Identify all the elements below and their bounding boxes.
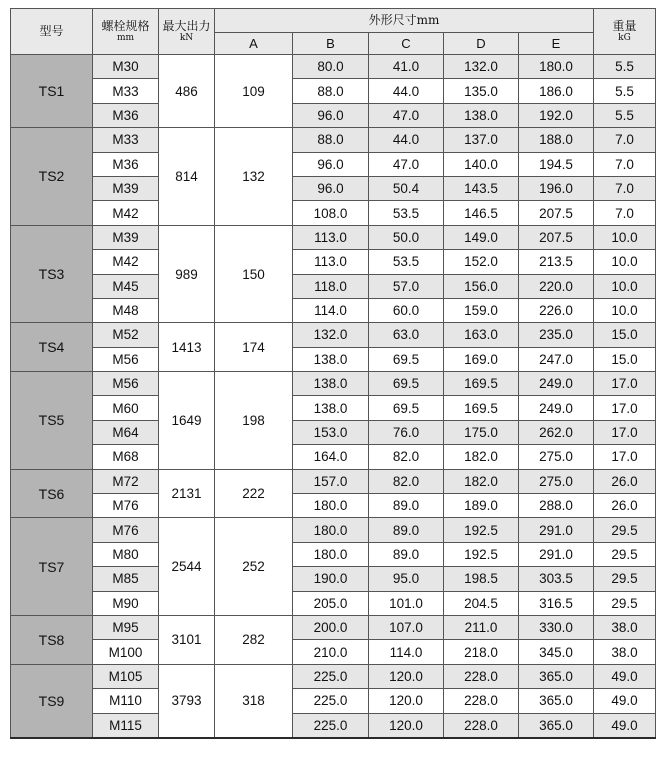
dim-c-cell: 82.0 [369,445,444,469]
weight-cell: 7.0 [594,128,656,152]
weight-cell: 7.0 [594,176,656,200]
dim-d-cell: 169.0 [444,347,519,371]
table-row [11,567,656,591]
table-row [11,323,656,347]
dim-b-cell: 157.0 [293,469,369,493]
table-row [11,396,656,420]
weight-cell: 26.0 [594,469,656,493]
dim-e-cell: 288.0 [519,494,594,518]
table-row [11,640,656,664]
header-force [159,9,215,55]
weight-cell: 15.0 [594,323,656,347]
table-row [11,250,656,274]
bolt-size-cell: M80 [93,542,159,566]
dim-e-cell: 188.0 [519,128,594,152]
dim-b-cell: 190.0 [293,567,369,591]
header-dims: 外形尺寸mm [215,9,594,33]
dim-c-cell: 47.0 [369,103,444,127]
table-row [11,420,656,444]
bolt-size-cell: M95 [93,615,159,639]
table-row [11,591,656,615]
dim-d-cell: 152.0 [444,250,519,274]
dim-d-cell: 143.5 [444,176,519,200]
bolt-size-cell: M72 [93,469,159,493]
max-force-cell: 1649 [159,372,215,470]
max-force-cell: 2131 [159,469,215,518]
weight-cell: 10.0 [594,274,656,298]
dim-c-cell: 107.0 [369,615,444,639]
dim-e-cell: 249.0 [519,396,594,420]
dim-d-cell: 156.0 [444,274,519,298]
dim-e-cell: 247.0 [519,347,594,371]
weight-cell: 38.0 [594,640,656,664]
dim-e-cell: 186.0 [519,79,594,103]
table-row [11,225,656,249]
bolt-size-cell: M56 [93,347,159,371]
dim-b-cell: 225.0 [293,664,369,688]
dim-d-cell: 228.0 [444,713,519,738]
table-body [11,55,656,738]
header-model: 型号 [11,9,93,55]
dim-d-cell: 192.5 [444,518,519,542]
dim-b-cell: 113.0 [293,225,369,249]
dim-c-cell: 60.0 [369,298,444,322]
dim-b-cell: 180.0 [293,518,369,542]
table-row [11,347,656,371]
weight-cell: 29.5 [594,518,656,542]
max-force-cell: 3793 [159,664,215,738]
header-force-label: 最大出力 [162,18,211,33]
table-row [11,664,656,688]
max-force-cell: 989 [159,225,215,323]
dim-b-cell: 205.0 [293,591,369,615]
dim-c-cell: 50.4 [369,176,444,200]
dim-e-cell: 330.0 [519,615,594,639]
table-row [11,518,656,542]
weight-cell: 10.0 [594,225,656,249]
dim-b-cell: 96.0 [293,152,369,176]
header-dim-b: B [293,33,369,55]
bolt-size-cell: M76 [93,494,159,518]
dim-b-cell: 153.0 [293,420,369,444]
dim-d-cell: 218.0 [444,640,519,664]
model-cell: TS2 [11,128,93,226]
dim-e-cell: 220.0 [519,274,594,298]
table-row [11,713,656,738]
dim-c-cell: 44.0 [369,79,444,103]
dim-a-cell: 174 [215,323,293,372]
table-row [11,445,656,469]
table-row [11,298,656,322]
dim-a-cell: 150 [215,225,293,323]
dim-e-cell: 207.5 [519,225,594,249]
dim-c-cell: 69.5 [369,396,444,420]
dim-c-cell: 101.0 [369,591,444,615]
max-force-cell: 814 [159,128,215,226]
table-row [11,372,656,396]
dim-d-cell: 175.0 [444,420,519,444]
dim-a-cell: 282 [215,615,293,664]
bolt-size-cell: M60 [93,396,159,420]
weight-cell: 7.0 [594,201,656,225]
weight-cell: 10.0 [594,250,656,274]
dim-a-cell: 252 [215,518,293,616]
dim-c-cell: 120.0 [369,689,444,713]
dim-d-cell: 137.0 [444,128,519,152]
dim-b-cell: 164.0 [293,445,369,469]
dim-e-cell: 213.5 [519,250,594,274]
dim-e-cell: 316.5 [519,591,594,615]
dim-c-cell: 69.5 [369,372,444,396]
dim-b-cell: 225.0 [293,689,369,713]
dim-d-cell: 198.5 [444,567,519,591]
weight-cell: 15.0 [594,347,656,371]
dim-e-cell: 262.0 [519,420,594,444]
dim-d-cell: 159.0 [444,298,519,322]
weight-cell: 5.5 [594,79,656,103]
dim-a-cell: 318 [215,664,293,738]
model-cell: TS6 [11,469,93,518]
dim-c-cell: 76.0 [369,420,444,444]
model-cell: TS1 [11,55,93,128]
bolt-size-cell: M100 [93,640,159,664]
header-dim-c: C [369,33,444,55]
dim-c-cell: 53.5 [369,201,444,225]
dim-e-cell: 291.0 [519,542,594,566]
dim-e-cell: 235.0 [519,323,594,347]
dim-d-cell: 138.0 [444,103,519,127]
header-weight-unit: kG [618,32,631,43]
dim-e-cell: 365.0 [519,713,594,738]
model-cell: TS7 [11,518,93,616]
bolt-size-cell: M90 [93,591,159,615]
dim-e-cell: 194.5 [519,152,594,176]
header-weight [594,9,656,55]
dim-c-cell: 82.0 [369,469,444,493]
table-row [11,103,656,127]
weight-cell: 5.5 [594,103,656,127]
weight-cell: 10.0 [594,298,656,322]
weight-cell: 17.0 [594,372,656,396]
dim-c-cell: 63.0 [369,323,444,347]
table-row [11,55,656,79]
dim-b-cell: 225.0 [293,713,369,738]
header-bolt-unit: mm [116,32,135,43]
dim-e-cell: 291.0 [519,518,594,542]
dim-e-cell: 365.0 [519,664,594,688]
dim-b-cell: 80.0 [293,55,369,79]
table-row [11,469,656,493]
weight-cell: 17.0 [594,396,656,420]
weight-cell: 49.0 [594,664,656,688]
dim-d-cell: 169.5 [444,372,519,396]
dim-e-cell: 275.0 [519,445,594,469]
dim-c-cell: 114.0 [369,640,444,664]
dim-b-cell: 113.0 [293,250,369,274]
bolt-size-cell: M110 [93,689,159,713]
dim-a-cell: 198 [215,372,293,470]
bolt-size-cell: M105 [93,664,159,688]
table-row [11,152,656,176]
dim-e-cell: 303.5 [519,567,594,591]
dim-b-cell: 210.0 [293,640,369,664]
bolt-size-cell: M30 [93,55,159,79]
dim-b-cell: 180.0 [293,542,369,566]
dim-d-cell: 149.0 [444,225,519,249]
bolt-size-cell: M39 [93,225,159,249]
dim-b-cell: 138.0 [293,372,369,396]
header-force-unit: kN [179,32,194,43]
dim-b-cell: 96.0 [293,103,369,127]
header-dim-e: E [519,33,594,55]
bolt-size-cell: M76 [93,518,159,542]
dim-d-cell: 228.0 [444,689,519,713]
table-row [11,542,656,566]
dim-d-cell: 204.5 [444,591,519,615]
dim-b-cell: 132.0 [293,323,369,347]
dim-c-cell: 89.0 [369,542,444,566]
dim-a-cell: 222 [215,469,293,518]
dim-c-cell: 50.0 [369,225,444,249]
model-cell: TS4 [11,323,93,372]
weight-cell: 38.0 [594,615,656,639]
dim-d-cell: 169.5 [444,396,519,420]
weight-cell: 29.5 [594,542,656,566]
dim-e-cell: 365.0 [519,689,594,713]
max-force-cell: 2544 [159,518,215,616]
weight-cell: 17.0 [594,420,656,444]
dim-c-cell: 41.0 [369,55,444,79]
header-row [11,9,656,33]
bolt-size-cell: M85 [93,567,159,591]
header-dim-a: A [215,33,293,55]
header-weight-label: 重量 [612,18,637,33]
dim-e-cell: 207.5 [519,201,594,225]
dim-d-cell: 135.0 [444,79,519,103]
dim-d-cell: 182.0 [444,445,519,469]
model-cell: TS3 [11,225,93,323]
weight-cell: 7.0 [594,152,656,176]
bolt-size-cell: M36 [93,103,159,127]
dim-e-cell: 180.0 [519,55,594,79]
header-dim-d: D [444,33,519,55]
spec-table [10,8,656,739]
bolt-size-cell: M56 [93,372,159,396]
dim-b-cell: 118.0 [293,274,369,298]
max-force-cell: 486 [159,55,215,128]
max-force-cell: 1413 [159,323,215,372]
bolt-size-cell: M48 [93,298,159,322]
dim-c-cell: 53.5 [369,250,444,274]
dim-a-cell: 109 [215,55,293,128]
dim-d-cell: 146.5 [444,201,519,225]
dim-c-cell: 89.0 [369,518,444,542]
model-cell: TS8 [11,615,93,664]
weight-cell: 49.0 [594,713,656,738]
dim-b-cell: 138.0 [293,347,369,371]
dim-c-cell: 47.0 [369,152,444,176]
bolt-size-cell: M42 [93,201,159,225]
bolt-size-cell: M115 [93,713,159,738]
max-force-cell: 3101 [159,615,215,664]
weight-cell: 17.0 [594,445,656,469]
bolt-size-cell: M64 [93,420,159,444]
dim-e-cell: 196.0 [519,176,594,200]
dim-b-cell: 200.0 [293,615,369,639]
dim-b-cell: 108.0 [293,201,369,225]
bolt-size-cell: M33 [93,79,159,103]
dim-c-cell: 89.0 [369,494,444,518]
bolt-size-cell: M33 [93,128,159,152]
bolt-size-cell: M45 [93,274,159,298]
weight-cell: 49.0 [594,689,656,713]
dim-c-cell: 69.5 [369,347,444,371]
dim-d-cell: 140.0 [444,152,519,176]
dim-e-cell: 345.0 [519,640,594,664]
dim-d-cell: 182.0 [444,469,519,493]
table-row [11,128,656,152]
dim-d-cell: 163.0 [444,323,519,347]
bolt-size-cell: M39 [93,176,159,200]
dim-e-cell: 275.0 [519,469,594,493]
dim-b-cell: 96.0 [293,176,369,200]
weight-cell: 26.0 [594,494,656,518]
table-row [11,79,656,103]
dim-d-cell: 192.5 [444,542,519,566]
table-row [11,176,656,200]
bolt-size-cell: M42 [93,250,159,274]
dim-b-cell: 138.0 [293,396,369,420]
bolt-size-cell: M36 [93,152,159,176]
dim-d-cell: 189.0 [444,494,519,518]
dim-e-cell: 192.0 [519,103,594,127]
header-bolt [93,9,159,55]
weight-cell: 29.5 [594,567,656,591]
dim-e-cell: 226.0 [519,298,594,322]
table-row [11,615,656,639]
dim-d-cell: 228.0 [444,664,519,688]
weight-cell: 29.5 [594,591,656,615]
model-cell: TS9 [11,664,93,738]
dim-b-cell: 88.0 [293,79,369,103]
dim-c-cell: 95.0 [369,567,444,591]
dim-d-cell: 132.0 [444,55,519,79]
weight-cell: 5.5 [594,55,656,79]
dim-c-cell: 120.0 [369,713,444,738]
dim-d-cell: 211.0 [444,615,519,639]
header-bolt-label: 螺栓规格 [101,18,150,33]
dim-b-cell: 114.0 [293,298,369,322]
dim-b-cell: 88.0 [293,128,369,152]
table-row [11,201,656,225]
bolt-size-cell: M68 [93,445,159,469]
dim-c-cell: 120.0 [369,664,444,688]
table-row [11,494,656,518]
dim-c-cell: 44.0 [369,128,444,152]
dim-a-cell: 132 [215,128,293,226]
table-row [11,689,656,713]
bolt-size-cell: M52 [93,323,159,347]
dim-b-cell: 180.0 [293,494,369,518]
dim-e-cell: 249.0 [519,372,594,396]
table-row [11,274,656,298]
dim-c-cell: 57.0 [369,274,444,298]
model-cell: TS5 [11,372,93,470]
